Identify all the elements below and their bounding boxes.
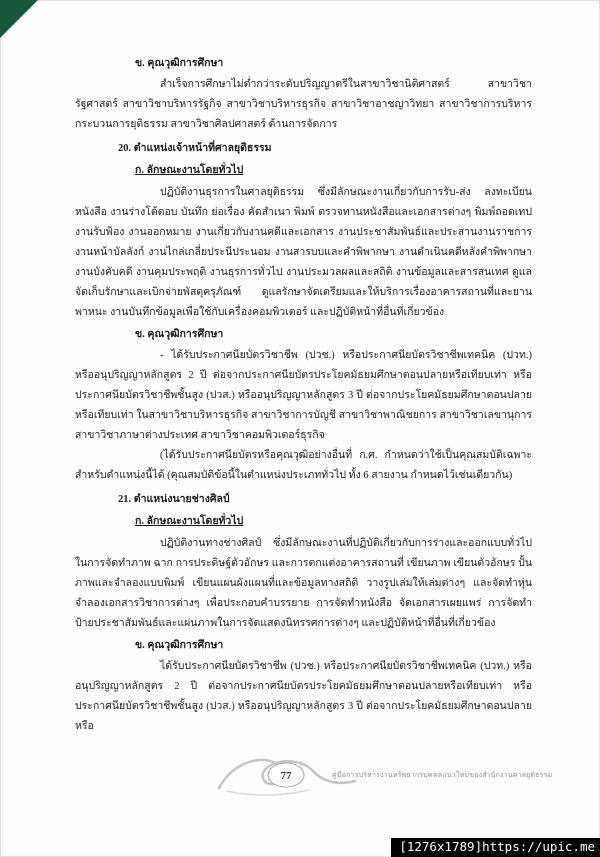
paragraph-qualification-intro: สำเร็จการศึกษาไม่ต่ำกว่าระดับปริญญาตรีในสาขาวิชานิติศาสตร์ สาขาวิชารัฐศาสตร์ สาขาวิชาบริหารรัฐกิจ สาขาวิชาบริหารธุรกิจ สาขาวิชาอาชญาวิทยา สาขาวิชาการบริหารกระบวนการยุติธรรม สาขาวิชาศิลปศาสตร์ ด้านการจัดการ xyxy=(75,79,532,130)
document-body xyxy=(75,52,532,737)
footer-caption: คู่มือการบริหารงานทรัพยากรบุคคลแนวใหม่ของสำนักงานศาลยุติธรรม xyxy=(332,771,553,779)
subheading-qualification-20: ข. คุณวุฒิการศึกษา xyxy=(135,329,224,340)
paragraph-job-description-20: ปฏิบัติงานธุรการในศาลยุติธรรม ซึ่งมีลักษณะงานเกี่ยวกับการรับ-ส่ง ลงทะเบียนหนังสือ งานร่างโต้ตอบ บันทึก ย่อเรื่อง คัดสำเนา พิมพ์ ตรวจทานหนังสือและเอกสารต่างๆ พิมพ์ถอดเทป งานรับฟ้อง งานออกหมาย งานเกี่ยวกับงานคดีและเอกสาร งานประชาสัมพันธ์และประสานงานราชการ งานหน้าบัลลังก์ งานไกล่เกลี่ยประนีประนอม งานสารบบและคำพิพากษา งานดำเนินคดีหลังคำพิพากษา งานบังคับคดี งานคุมประพฤติ งานธุรการทั่วไป งานประมวลผลและสถิติ งานข้อมูลและสารสนเทศ ดูแลจัดเก็บรักษาและเบิกจ่ายพัสดุครุภัณฑ์ ดูแลรักษาจัดเตรียมและให้บริการเรื่องอาคารสถานที่และยานพาหนะ งานบันทึกข้อมูลเพื่อใช้กับเครื่องคอมพิวเตอร์ และปฏิบัติหน้าที่อื่นที่เกี่ยวข้อง xyxy=(75,187,532,318)
watermark-bar xyxy=(391,838,600,857)
paragraph-job-description-21: ปฏิบัติงานทางช่างศิลป์ ซึ่งมีลักษณะงานที่ปฏิบัติเกี่ยวกับการร่างและออกแบบทั่วไปในการจัดทำภาพ ฉาก การประดิษฐ์ตัวอักษร และการตกแต่งอาคารสถานที่ เขียนภาพ เขียนตัวอักษร ปั้นภาพและจำลองแบบพิมพ์ เขียนแผนผังแผนที่และข้อมูลทางสถิติ วางรูปเล่มให้เล่มต่างๆ และจัดทำหุ่นจำลองเอกสารวิชาการต่างๆ เพื่อประกอบคำบรรยาย การจัดทำหนังสือ จัดเอกสารเผยแพร่ การจัดทำป้ายประชาสัมพันธ์และแผ่นภาพในการจัดแสดงนิทรรศการต่างๆ และปฏิบัติหน้าที่อื่นที่เกี่ยวข้อง xyxy=(75,538,532,629)
page-number: 77 xyxy=(280,770,292,782)
watermark-url-text: [1276x1789]https://upic.me xyxy=(399,839,595,854)
subheading-qualification: ข. คุณวุฒิการศึกษา xyxy=(135,58,224,69)
section-20-heading: 20. ตำแหน่งเจ้าหน้าที่ศาลยุติธรรม xyxy=(118,143,272,154)
section-21-heading: 21. ตำแหน่งนายช่างศิลป์ xyxy=(118,494,230,505)
paragraph-qualification-21: ได้รับประกาศนียบัตรวิชาชีพ (ปวช.) หรือประกาศนียบัตรวิชาชีพเทคนิค (ปวท.) หรืออนุปริญญาหลักสูตร 2 ปี ต่อจากประกาศนียบัตรประโยคมัธยมศึกษาตอนปลายหรือเทียบเท่า หรือประกาศนียบัตรวิชาชีพชั้นสูง (ปวส.) หรืออนุปริญญาหลักสูตร 3 ปี ต่อจากประโยคมัธยมศึกษาตอนปลายหรือ xyxy=(75,661,532,732)
subheading-qualification-21: ข. คุณวุฒิการศึกษา xyxy=(135,640,224,651)
subheading-job-description-21: ก. ลักษณะงานโดยทั่วไป xyxy=(135,516,244,527)
paragraph-qualification-note-20: (ได้รับประกาศนียบัตรหรือคุณวุฒิอย่างอื่นที่ ก.ศ. กำหนดว่าใช้เป็นคุณสมบัติเฉพาะสำหรับตำแหน่งนี้ได้ (คุณสมบัติข้อนี้ในตำแหน่งประเภททั่วไป ทั้ง 6 สายงาน กำหนดไว้เช่นเดียวกัน) xyxy=(75,450,532,481)
subheading-job-description-20: ก. ลักษณะงานโดยทั่วไป xyxy=(135,165,244,176)
corner-accent-triangle xyxy=(0,0,38,38)
paragraph-qualification-20: - ได้รับประกาศนียบัตรวิชาชีพ (ปวช.) หรือประกาศนียบัตรวิชาชีพเทคนิค (ปวท.) หรืออนุปริญญาหลักสูตร 2 ปี ต่อจากประกาศนียบัตรประโยคมัธยมศึกษาตอนปลายหรือเทียบเท่า หรือประกาศนียบัตรวิชาชีพชั้นสูง (ปวส.) หรืออนุปริญญาหลักสูตร 3 ปี ต่อจากประโยคมัธยมศึกษาตอนปลายหรือเทียบเท่า ในสาขาวิชาบริหารธุรกิจ สาขาวิชาการบัญชี สาขาวิชาพาณิชยการ สาขาวิชาเลขานุการ สาขาวิชาภาษาต่างประเทศ สาขาวิชาคอมพิวเตอร์ธุรกิจ xyxy=(75,350,532,441)
